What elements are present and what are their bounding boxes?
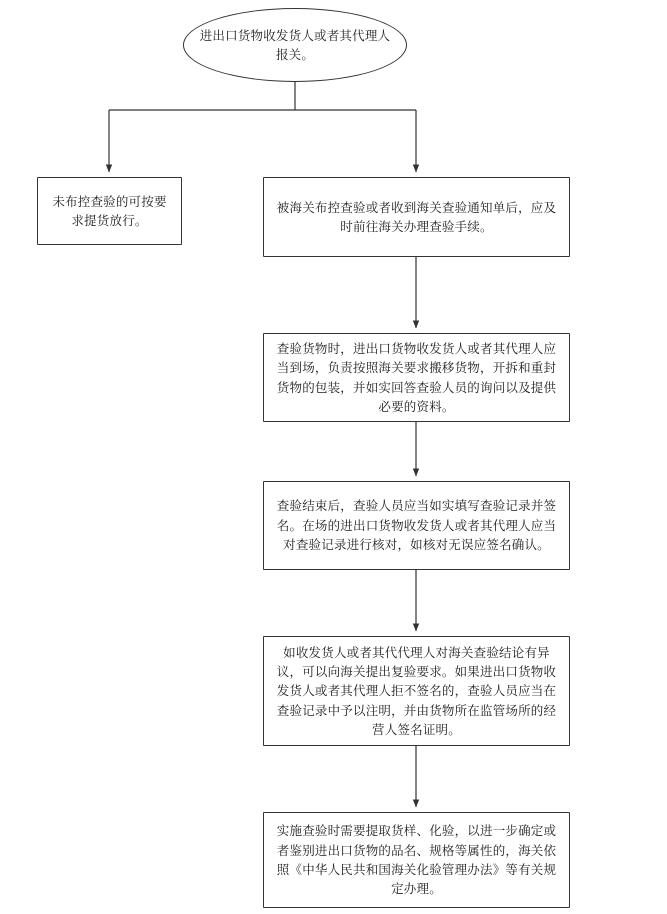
node-inspection-record-signature-label: 查验结束后，查验人员应当如实填写查验记录并签名。在场的进出口货物收发货人或者其代理人应当对查验记录进行核对，如核对无误应签名确认。 <box>276 498 557 553</box>
node-sampling-and-laboratory-test-label: 实施查验时需要提取货样、化验，以进一步确定或者鉴别进出口货物的品名、规格等属性的，海关依照《中华人民共和国海关化验管理办法》等有关规定办理。 <box>276 823 557 897</box>
node-start-declaration-label: 进出口货物收发货人或者其代理人报关。 <box>199 27 391 62</box>
node-start-declaration <box>183 8 407 82</box>
node-objection-and-re-inspection <box>263 636 570 746</box>
node-sampling-and-laboratory-test <box>263 812 570 908</box>
node-on-site-cooperation <box>263 333 570 422</box>
node-objection-and-re-inspection-label: 如收发货人或者其代代理人对海关查验结论有异议，可以向海关提出复验要求。如果进出口货物收发货人或者其代理人拒不签名的，查验人员应当在查验记录中予以注明，并由货物所在监管场所的经营人签名证明。 <box>276 644 557 738</box>
node-inspection-notice-label: 被海关布控查验或者收到海关查验通知单后，应及时前往海关办理查验手续。 <box>276 199 557 234</box>
node-on-site-cooperation-label: 查验货物时，进出口货物收发货人或者其代理人应当到场，负责按照海关要求搬移货物，开拆和重封货物的包装，并如实回答查验人员的询问以及提供必要的资料。 <box>276 340 557 414</box>
node-inspection-record-signature <box>263 481 570 570</box>
node-release-without-inspection-label: 未布控查验的可按要求提货放行。 <box>52 193 167 228</box>
node-inspection-notice <box>263 177 570 257</box>
node-release-without-inspection <box>37 177 182 245</box>
